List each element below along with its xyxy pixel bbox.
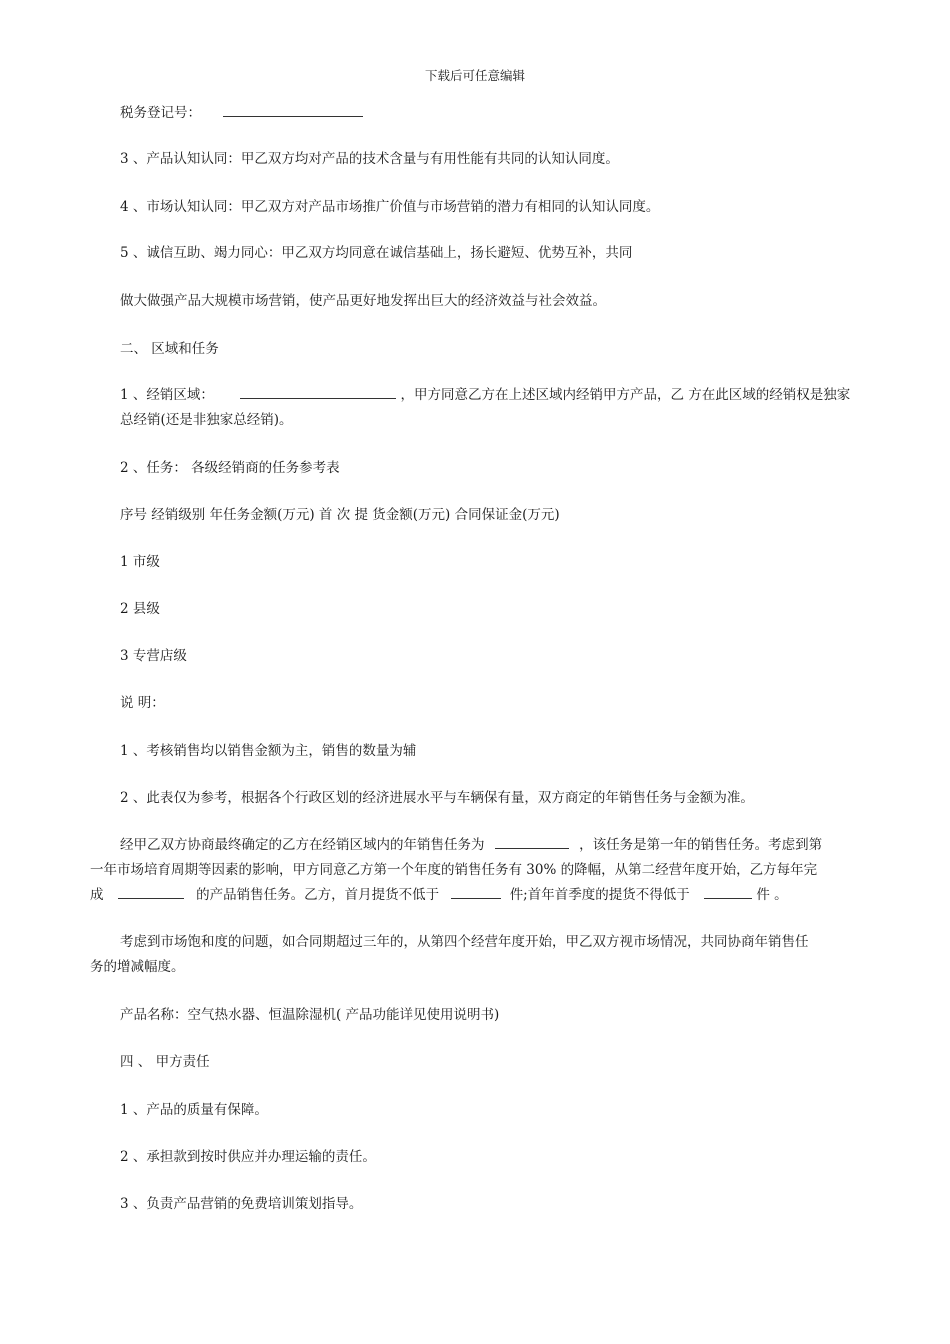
- responsibility-2: 2 、承担款到按时供应并办理运输的责任。: [120, 1149, 376, 1165]
- note-1: 1 、考核销售均以销售金额为主，销售的数量为辅: [120, 743, 417, 759]
- responsibility-3: 3 、负责产品营销的免费培训策划指导。: [120, 1196, 363, 1212]
- table-row-store: 3 专营店级: [120, 648, 187, 664]
- yearly-task-blank: [118, 884, 184, 899]
- task-paragraph-text-1: 经甲乙双方协商最终确定的乙方在经销区域内的年销售任务为: [120, 837, 485, 853]
- task-paragraph-text-2: ，该任务是第一年的销售任务。考虑到第: [579, 837, 823, 853]
- clause-5-continued: 做大做强产品大规模市场营销，使产品更好地发挥出巨大的经济效益与社会效益。: [120, 293, 606, 309]
- task-table-header: 序号 经销级别 年任务金额(万元) 首 次 提 货金额(万元) 合同保证金(万元): [120, 507, 560, 523]
- clause-4: 4 、市场认知认同：甲乙双方对产品市场推广价值与市场营销的潜力有相同的认知认同度。: [120, 199, 660, 215]
- region-suffix: ，甲方同意乙方在上述区域内经销甲方产品，乙 方在此区域的经销权是独家: [400, 387, 851, 403]
- task-paragraph-text-6: 件 。: [756, 887, 788, 903]
- task-paragraph-line-3: [90, 884, 862, 906]
- note-title: 说 明：: [120, 695, 165, 711]
- table-row-city: 1 市级: [120, 554, 160, 570]
- clause-5: 5 、诚信互助、竭力同心：甲乙双方均同意在诚信基础上，扬长避短、优势互补，共同: [120, 245, 633, 261]
- region-line: [120, 384, 862, 406]
- task-paragraph-line-1: [120, 834, 862, 856]
- task-paragraph-text-3: 成: [90, 887, 104, 903]
- section-4-title: 四 、 甲方责任: [120, 1054, 210, 1070]
- responsibility-1: 1 、产品的质量有保障。: [120, 1102, 268, 1118]
- saturation-line-1: 考虑到市场饱和度的问题，如合同期超过三年的，从第四个经营年度开始，甲乙双方视市场情况，共同协商年销售任: [120, 934, 809, 950]
- task-paragraph-text-4: 的产品销售任务。乙方，首月提货不低于: [196, 887, 440, 903]
- region-blank: [240, 384, 396, 399]
- task-title: 2 、任务： 各级经销商的任务参考表: [120, 460, 340, 476]
- tax-registration-blank: [223, 102, 363, 117]
- task-paragraph-text-5: 件;首年首季度的提货不得低于: [509, 887, 690, 903]
- annual-task-blank: [495, 834, 569, 849]
- section-2-title: 二、 区域和任务: [120, 341, 219, 357]
- product-name: 产品名称：空气热水器、恒温除湿机( 产品功能详见使用说明书): [120, 1007, 500, 1023]
- task-paragraph-line-2: 一年市场培育周期等因素的影响，甲方同意乙方第一个年度的销售任务有 30% 的降幅，从第二经营年度开始，乙方每年完: [90, 862, 818, 878]
- page-header: 下载后可任意编辑: [424, 68, 525, 83]
- first-quarter-blank: [704, 884, 752, 899]
- table-row-county: 2 县级: [120, 601, 160, 617]
- note-2: 2 、此表仅为参考，根据各个行政区划的经济进展水平与车辆保有量，双方商定的年销售任务与金额为准。: [120, 790, 754, 806]
- clause-3: 3 、产品认知认同：甲乙双方均对产品的技术含量与有用性能有共同的认知认同度。: [120, 151, 619, 167]
- first-month-blank: [451, 884, 501, 899]
- tax-registration-label: 税务登记号：: [120, 105, 201, 121]
- tax-registration-line: [120, 102, 862, 124]
- region-line-2: 总经销(还是非独家总经销)。: [120, 412, 293, 428]
- region-prefix: 1 、经销区域：: [120, 387, 214, 403]
- saturation-line-2: 务的增减幅度。: [90, 959, 185, 975]
